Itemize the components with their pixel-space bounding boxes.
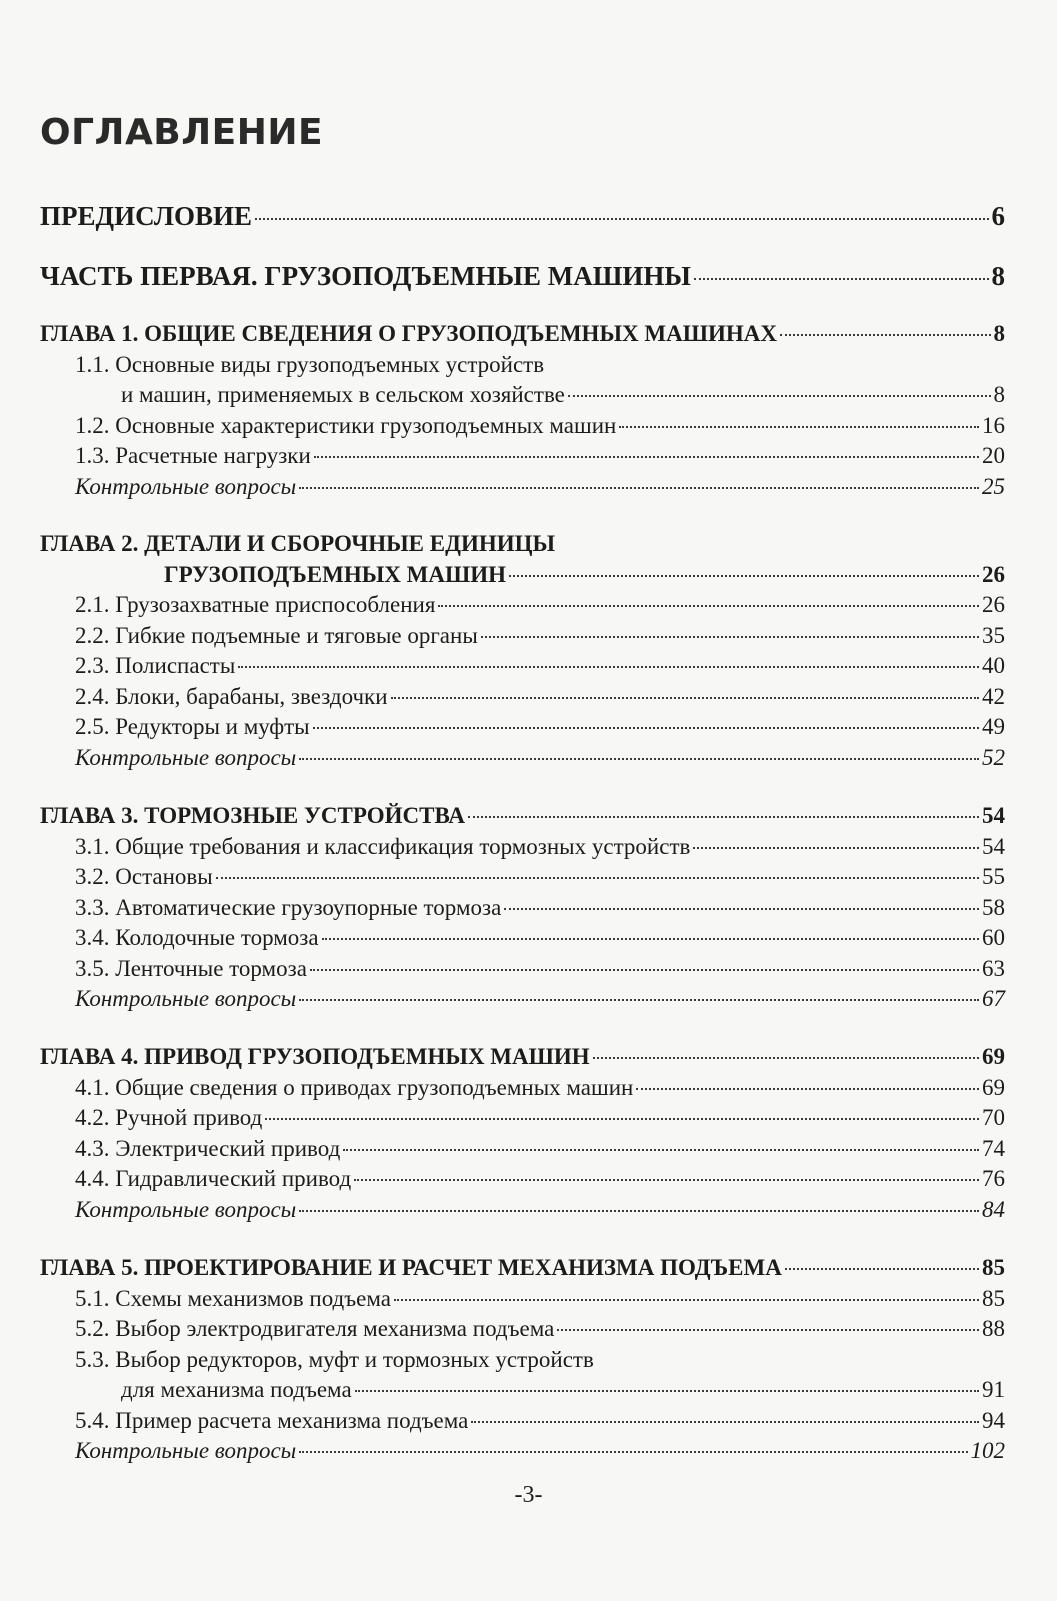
toc-leader <box>391 697 979 699</box>
toc-entry-number: 3.2. <box>75 864 110 889</box>
toc-leader <box>255 218 988 220</box>
toc-entry-3-2 <box>75 862 1005 892</box>
toc-page-number: 60 <box>982 925 1005 950</box>
toc-entry-2-5 <box>75 712 1005 742</box>
toc-leader <box>354 1179 979 1181</box>
toc-leader <box>299 487 979 489</box>
toc-leader <box>216 877 979 879</box>
toc-leader <box>355 1390 979 1392</box>
toc-entry-chapter-1 <box>40 319 1005 349</box>
toc-page-number: 54 <box>982 803 1005 828</box>
toc-entry-title: ГЛАВА 1. ОБЩИЕ СВЕДЕНИЯ О ГРУЗОПОДЪЕМНЫХ МАШИНАХ <box>40 321 777 346</box>
toc-entry-title: Контрольные вопросы <box>75 745 297 770</box>
toc-entry-part-1 <box>40 261 1005 291</box>
toc-entry-number: 3.1. <box>75 834 110 859</box>
toc-page-number: 35 <box>982 623 1005 648</box>
toc-leader <box>299 758 979 760</box>
toc-entry-4-3 <box>75 1134 1005 1164</box>
toc-entry-title: ГРУЗОПОДЪЕМНЫХ МАШИН <box>164 562 507 587</box>
toc-page-number: 69 <box>982 1044 1005 1069</box>
toc-page-number: 94 <box>982 1408 1005 1433</box>
toc-entry-title: Схемы механизмов подъема <box>115 1286 391 1311</box>
toc-entry-title: Автоматические грузоупорные тормоза <box>115 895 502 920</box>
toc-entry-title: Контрольные вопросы <box>75 1438 297 1463</box>
toc-entry-number: 4.4. <box>75 1166 110 1191</box>
toc-entry-title: Контрольные вопросы <box>75 474 297 499</box>
toc-entry-5-4 <box>75 1406 1005 1436</box>
toc-entry-chapter-2 <box>40 529 1005 559</box>
toc-page-number: 63 <box>982 956 1005 981</box>
toc-entry-1-2 <box>75 411 1005 441</box>
toc-entry-number: 4.1. <box>75 1075 110 1100</box>
toc-entry-title: ПРЕДИСЛОВИЕ <box>40 201 253 231</box>
toc-entry-number: 4.2. <box>75 1105 110 1130</box>
toc-leader <box>314 456 979 458</box>
toc-page-number: 91 <box>982 1377 1005 1402</box>
toc-leader <box>238 666 979 668</box>
toc-page-number: 70 <box>982 1105 1005 1130</box>
toc-leader <box>394 1299 979 1301</box>
toc-entry-title: Полиспасты <box>115 653 236 678</box>
toc-entry-number: 5.3. <box>75 1347 110 1372</box>
toc-entry-5-2 <box>75 1314 1005 1344</box>
toc-entry-title: Расчетные нагрузки <box>115 443 311 468</box>
toc-page-number: 52 <box>982 745 1005 770</box>
toc-entry-title: ГЛАВА 4. ПРИВОД ГРУЗОПОДЪЕМНЫХ МАШИН <box>40 1044 590 1069</box>
toc-entry-title: Ленточные тормоза <box>115 956 307 981</box>
toc-leader <box>694 278 989 280</box>
toc-page-number: 42 <box>982 684 1005 709</box>
toc-entry-title: Ручной привод <box>115 1105 263 1130</box>
toc-entry-number: 3.5. <box>75 956 110 981</box>
toc-entry-title: Грузозахватные приспособления <box>115 592 436 617</box>
toc-page-number: 8 <box>993 321 1005 346</box>
toc-page-number: 54 <box>982 834 1005 859</box>
toc-leader <box>568 395 991 397</box>
toc-entry-title: ЧАСТЬ ПЕРВАЯ. ГРУЗОПОДЪЕМНЫЕ МАШИНЫ <box>40 261 691 291</box>
toc-leader <box>299 1451 967 1453</box>
toc-entry-number: 2.1. <box>75 592 110 617</box>
toc-entry-title: для механизма подъема <box>121 1377 352 1402</box>
toc-entry-questions-1 <box>75 472 1005 502</box>
toc-page-number: 84 <box>982 1197 1005 1222</box>
toc-leader <box>299 1210 979 1212</box>
toc-entry-number: 2.3. <box>75 653 110 678</box>
toc-entry-2-2 <box>75 621 1005 651</box>
toc-leader <box>265 1118 979 1120</box>
toc-entry-5-3 <box>75 1345 1005 1375</box>
toc-leader <box>310 969 979 971</box>
toc-leader <box>636 1088 979 1090</box>
toc-entry-questions-4 <box>75 1195 1005 1225</box>
page-title: ОГЛАВЛЕНИЕ <box>40 112 324 153</box>
toc-entry-title: ГЛАВА 3. ТОРМОЗНЫЕ УСТРОЙСТВА <box>40 803 465 828</box>
toc-entry-number: 2.4. <box>75 684 110 709</box>
toc-entry-4-2 <box>75 1103 1005 1133</box>
toc-entry-title: Пример расчета механизма подъема <box>115 1408 469 1433</box>
toc-entry-questions-5 <box>75 1436 1005 1466</box>
toc-leader <box>785 1268 979 1270</box>
toc-entry-title: ГЛАВА 5. ПРОЕКТИРОВАНИЕ И РАСЧЕТ МЕХАНИЗМА ПОДЪЕМА <box>40 1255 782 1280</box>
toc-leader <box>438 605 979 607</box>
toc-entry-questions-3 <box>75 984 1005 1014</box>
toc-page-number: 8 <box>991 261 1005 291</box>
toc-entry-number: 1.1. <box>75 352 110 377</box>
toc-page-number: 8 <box>993 382 1005 407</box>
toc-entry-number: 2.2. <box>75 623 110 648</box>
toc-entry-title: Гибкие подъемные и тяговые органы <box>115 623 478 648</box>
toc-entry-title: Выбор электродвигателя механизма подъема <box>115 1316 555 1341</box>
toc-entry-3-1 <box>75 832 1005 862</box>
toc-entry-questions-2 <box>75 743 1005 773</box>
toc-leader <box>693 847 979 849</box>
toc-page-number: 67 <box>982 986 1005 1011</box>
toc-page-number: 74 <box>982 1136 1005 1161</box>
toc-entry-2-4 <box>75 682 1005 712</box>
toc-leader <box>313 727 979 729</box>
toc-entry-5-1 <box>75 1284 1005 1314</box>
toc-leader <box>557 1329 979 1331</box>
toc-entry-title: Редукторы и муфты <box>115 714 310 739</box>
toc-entry-3-5 <box>75 954 1005 984</box>
toc-page-number: 69 <box>982 1075 1005 1100</box>
toc-entry-title: Общие требования и классификация тормозных устройств <box>115 834 691 859</box>
toc-entry-title: Колодочные тормоза <box>115 925 319 950</box>
toc-entry-number: 5.2. <box>75 1316 110 1341</box>
toc-entry-chapter-5 <box>40 1253 1005 1283</box>
toc-entry-4-4 <box>75 1164 1005 1194</box>
toc-page-number: 85 <box>982 1286 1005 1311</box>
toc-page-number: 26 <box>982 592 1005 617</box>
toc-entry-title: ГЛАВА 2. ДЕТАЛИ И СБОРОЧНЫЕ ЕДИНИЦЫ <box>40 531 556 556</box>
toc-leader <box>471 1421 979 1423</box>
toc-entry-number: 5.1. <box>75 1286 110 1311</box>
toc-page-number: 6 <box>991 201 1005 231</box>
toc-entry-title: Основные виды грузоподъемных устройств <box>115 352 545 377</box>
toc-leader <box>780 334 991 336</box>
toc-leader <box>481 636 979 638</box>
toc-entry-title: Выбор редукторов, муфт и тормозных устройств <box>115 1347 594 1372</box>
toc-page-number: 102 <box>970 1438 1005 1463</box>
toc-entry-number: 1.2. <box>75 413 110 438</box>
toc-leader <box>468 816 979 818</box>
toc-entry-chapter-2-cont <box>164 560 1005 590</box>
toc-entry-title: Контрольные вопросы <box>75 1197 297 1222</box>
toc-entry-2-1 <box>75 590 1005 620</box>
toc-entry-title: Остановы <box>115 864 213 889</box>
toc-entry-number: 2.5. <box>75 714 110 739</box>
toc-page-number: 49 <box>982 714 1005 739</box>
toc-entry-title: Контрольные вопросы <box>75 986 297 1011</box>
toc-page-number: 25 <box>982 474 1005 499</box>
toc-page-number: 85 <box>982 1255 1005 1280</box>
toc-entry-number: 4.3. <box>75 1136 110 1161</box>
toc-leader <box>322 938 979 940</box>
toc-entry-1-1-cont <box>121 380 1005 410</box>
toc-page-number: 16 <box>982 413 1005 438</box>
toc-page-number: 20 <box>982 443 1005 468</box>
toc-entry-chapter-3 <box>40 801 1005 831</box>
toc-entry-title: Электрический привод <box>115 1136 341 1161</box>
toc-entry-3-3 <box>75 893 1005 923</box>
toc-entry-title: Гидравлический привод <box>115 1166 352 1191</box>
toc-entry-2-3 <box>75 651 1005 681</box>
toc-leader <box>343 1149 979 1151</box>
toc-entry-number: 3.4. <box>75 925 110 950</box>
toc-entry-title: Общие сведения о приводах грузоподъемных машин <box>115 1075 634 1100</box>
toc-entry-1-1 <box>75 350 1005 380</box>
toc-entry-1-3 <box>75 441 1005 471</box>
toc-entry-5-3-cont <box>121 1375 1005 1405</box>
toc-entry-number: 1.3. <box>75 443 110 468</box>
toc-leader <box>509 575 979 577</box>
toc-page-number: 58 <box>982 895 1005 920</box>
toc-page-number: 40 <box>982 653 1005 678</box>
toc-entry-number: 5.4. <box>75 1408 110 1433</box>
toc-leader <box>299 999 979 1001</box>
toc-entry-preface <box>40 201 1005 231</box>
toc-entry-chapter-4 <box>40 1042 1005 1072</box>
toc-page-number: 88 <box>982 1316 1005 1341</box>
toc-entry-number: 3.3. <box>75 895 110 920</box>
toc-entry-title: Основные характеристики грузоподъемных машин <box>115 413 617 438</box>
toc-page-number: 26 <box>982 562 1005 587</box>
toc-leader <box>593 1057 979 1059</box>
page-number: -3- <box>514 1482 543 1508</box>
toc-entry-title: и машин, применяемых в сельском хозяйстве <box>121 382 565 407</box>
toc-leader <box>504 908 979 910</box>
toc-page-number: 55 <box>982 864 1005 889</box>
toc-entry-title: Блоки, барабаны, звездочки <box>115 684 388 709</box>
toc-entry-3-4 <box>75 923 1005 953</box>
toc-page-number: 76 <box>982 1166 1005 1191</box>
toc-leader <box>619 426 979 428</box>
toc-entry-4-1 <box>75 1073 1005 1103</box>
